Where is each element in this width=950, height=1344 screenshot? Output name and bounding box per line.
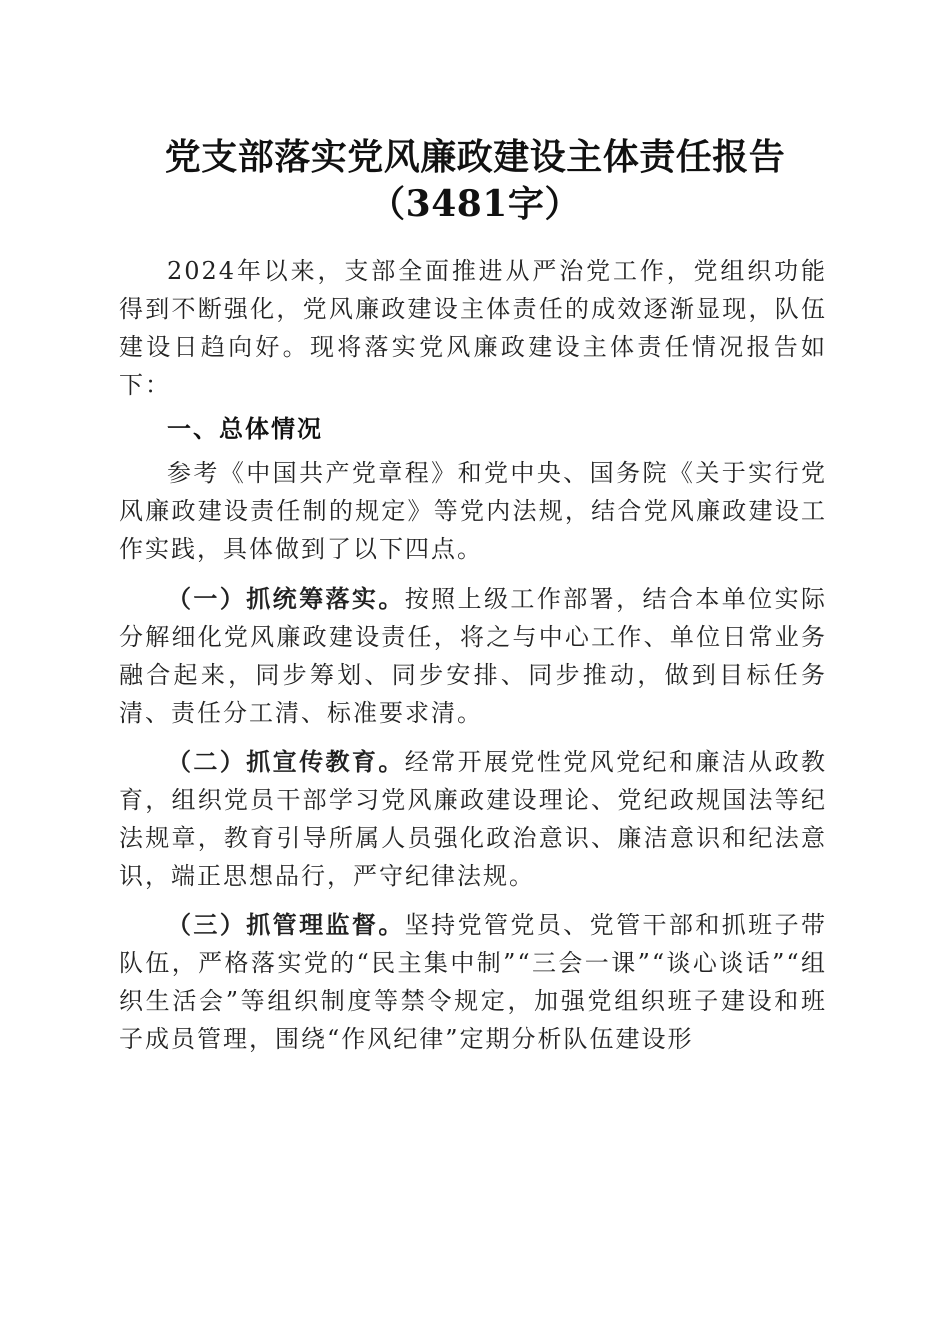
item-lead-coordination: （一）抓统筹落实。 [167, 584, 405, 613]
item-text-supervision: 坚持党管党员、党管干部和抓班子带队伍，严格落实党的“民主集中制”“三会一课”“谈心谈话”“组织生活会”等组织制度等禁令规定，加强党组织班子建设和班子成员管理，围绕“作风纪律”定期分析队伍建设形 [119, 911, 827, 1053]
item-paragraph-supervision [119, 906, 827, 1058]
item-paragraph-coordination [119, 580, 827, 732]
document-body [119, 252, 827, 1058]
section-paragraph-overall: 参考《中国共产党章程》和党中央、国务院《关于实行党风廉政建设责任制的规定》等党内法规，结合党风廉政建设工作实践，具体做到了以下四点。 [119, 459, 827, 563]
item-text-education: 经常开展党性党风党纪和廉洁从政教育，组织党员干部学习党风廉政建设理论、党纪政规国法等纪法规章，教育引导所属人员强化政治意识、廉洁意识和纪法意识，端正思想品行，严守纪律法规。 [119, 748, 827, 890]
intro-paragraph: 2024年以来，支部全面推进从严治党工作，党组织功能得到不断强化，党风廉政建设主体责任的成效逐渐显现，队伍建设日趋向好。现将落实党风廉政建设主体责任情况报告如下： [119, 257, 827, 399]
item-lead-supervision: （三）抓管理监督。 [167, 910, 405, 939]
item-lead-education: （二）抓宣传教育。 [167, 747, 405, 776]
item-text-coordination: 按照上级工作部署，结合本单位实际分解细化党风廉政建设责任，将之与中心工作、单位日常业务融合起来，同步筹划、同步安排、同步推动，做到目标任务清、责任分工清、标准要求清。 [119, 585, 827, 727]
item-paragraph-education [119, 743, 827, 895]
section-heading-overall: 一、总体情况 [167, 414, 323, 443]
document-title: 党支部落实党风廉政建设主体责任报告（3481字） [164, 136, 786, 225]
